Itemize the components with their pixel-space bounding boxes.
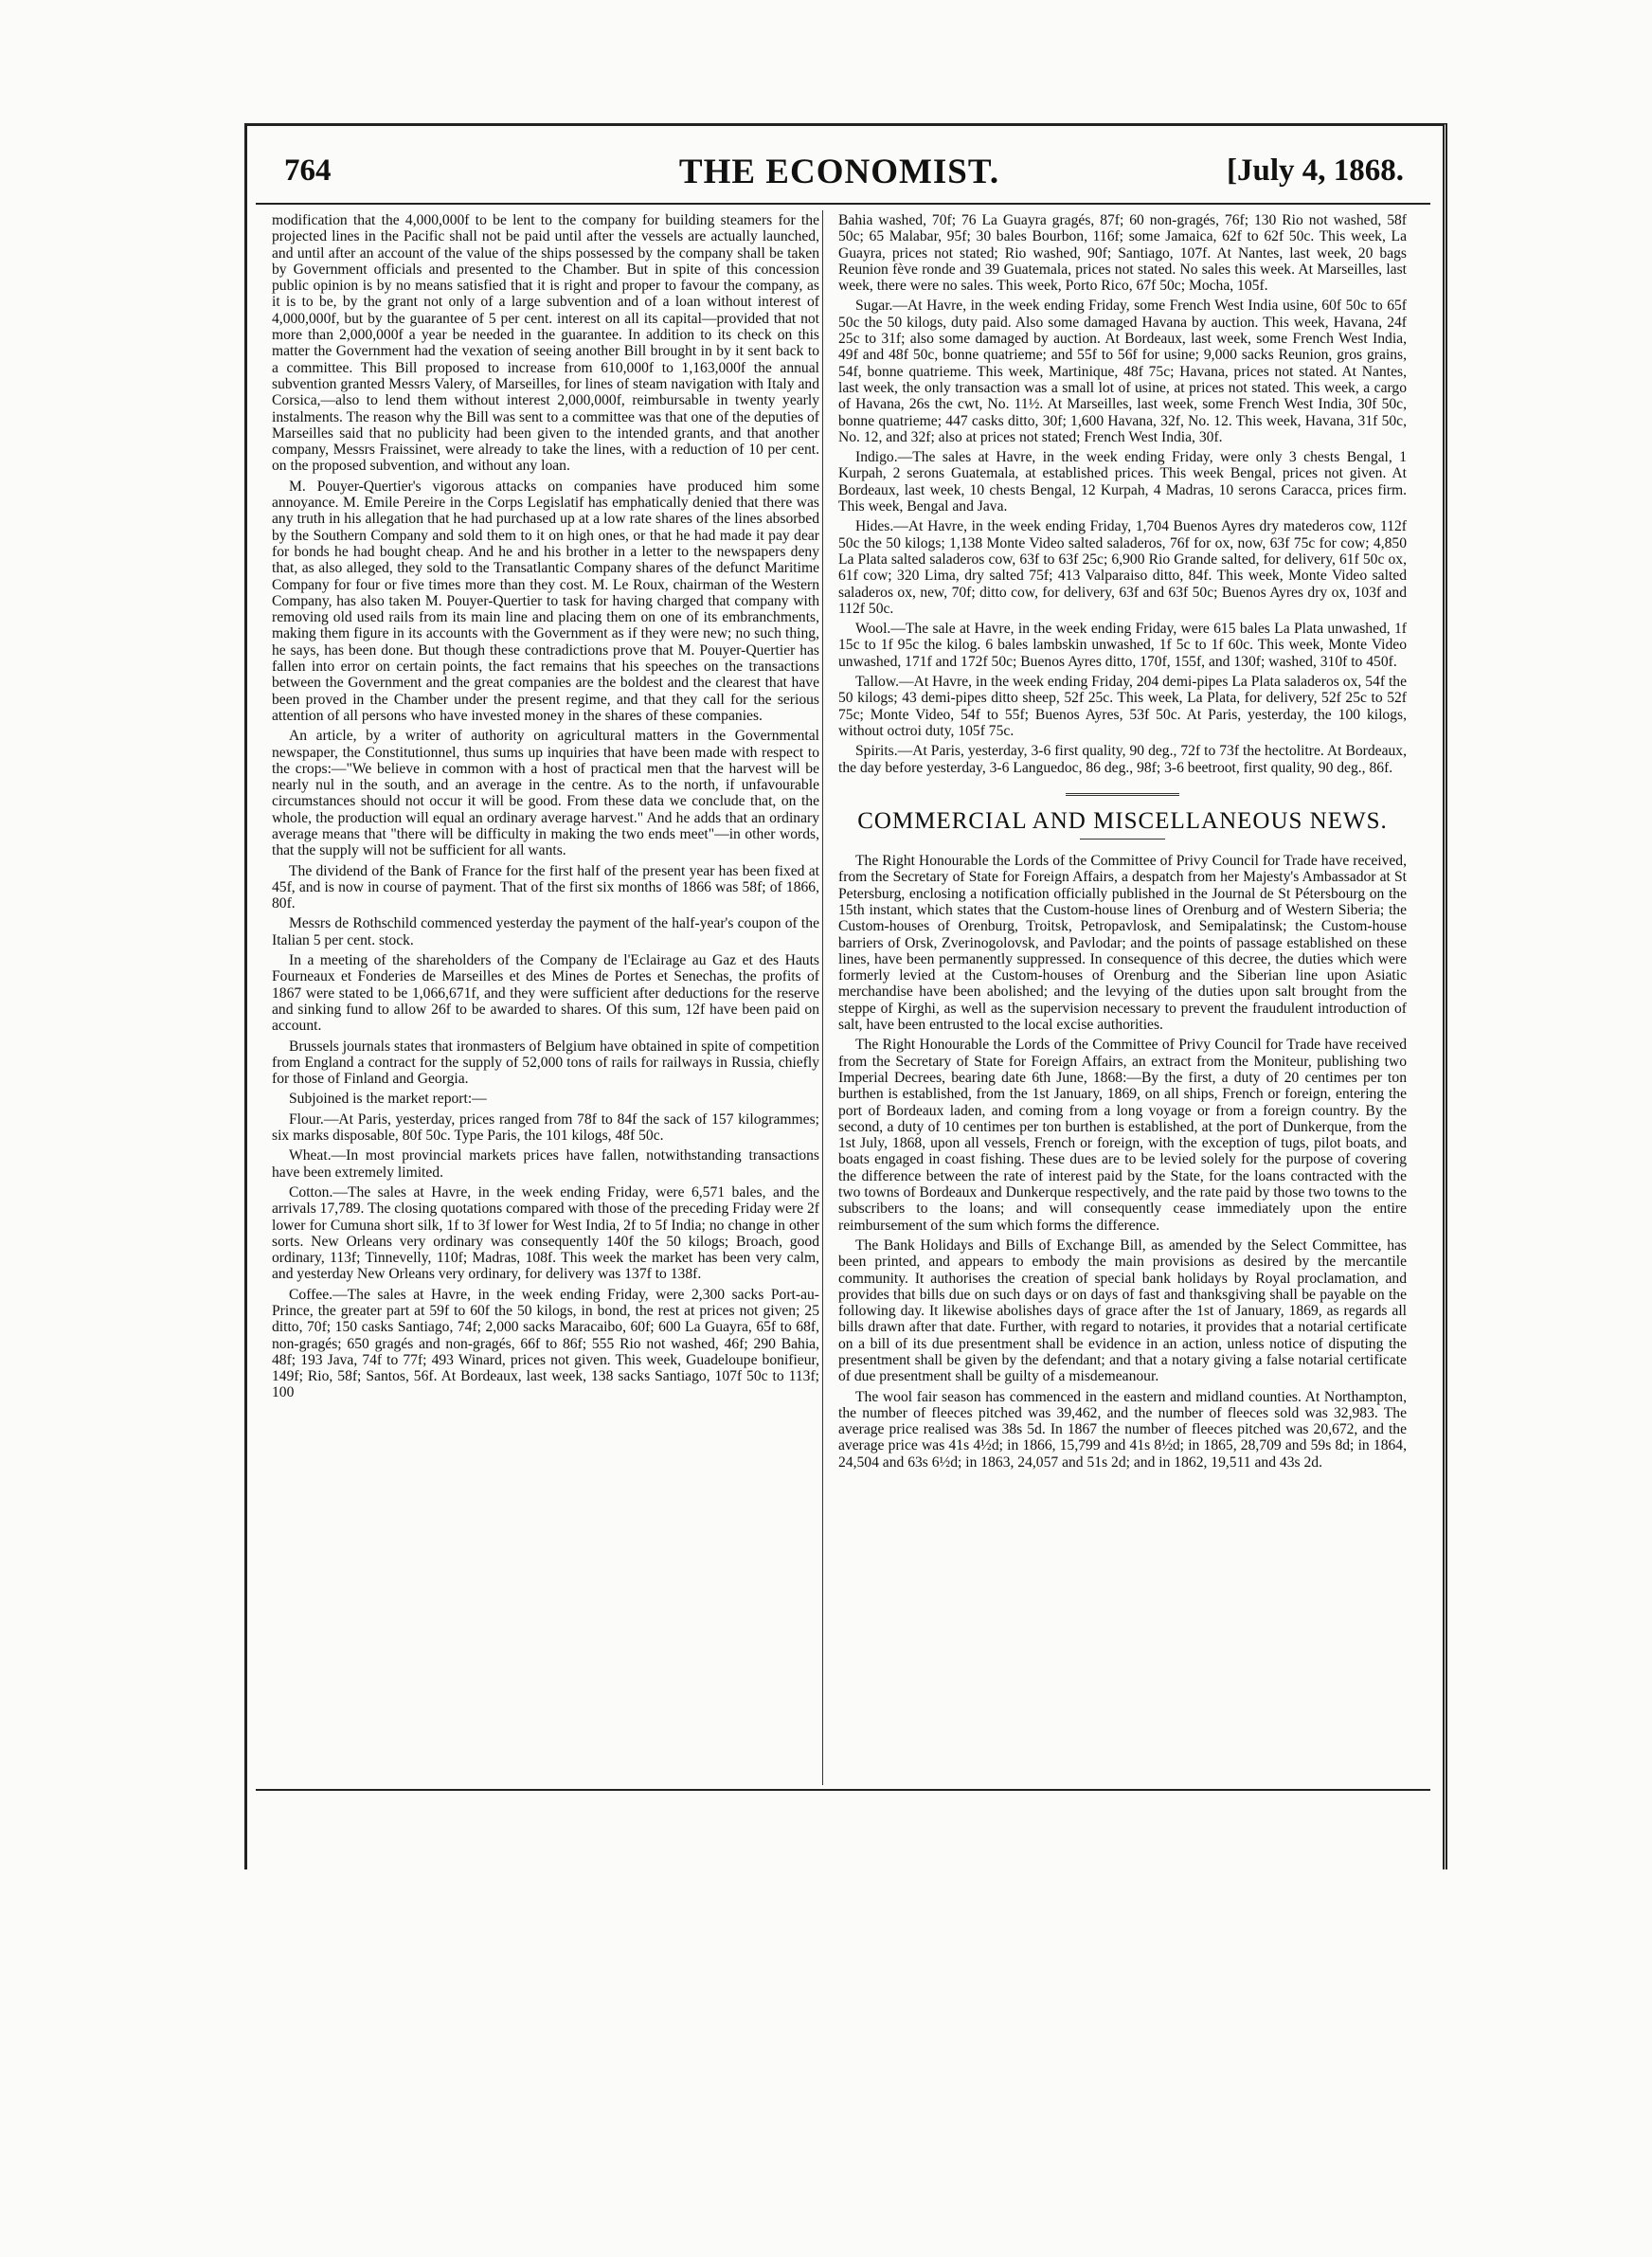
header-rule bbox=[256, 203, 1430, 205]
market-report-item: Bahia washed, 70f; 76 La Guayra gragés, 87f; 60 non-gragés, 76f; 130 Rio not washed, 58f 50c; 65 Malabar, 95f; 30 bales Bourbon, 116f; some Jamaica, 62f to 62f 50c. This week, La Guayra, prices not stated; Rio washed, 90f; Santiago, 107f. At Nantes, last week, 20 bags Reunion fève ronde and 39 Guatemala, prices not stated. No sales this week. At Marseilles, last week, there were no sales. This week, Porto Rico, 67f 50c; Mocha, 105f. bbox=[838, 212, 1407, 295]
market-report-item: Cotton.—The sales at Havre, in the week ending Friday, were 6,571 bales, and the arrivals 17,789. The closing quotations compared with those of the preceding Friday were 2f lower for Cumuna short silk, 1f to 3f lower for West India, 2f to 5f India; no change in other sorts. New Orleans very ordinary was consequently 140f the 50 kilogs; Broach, good ordinary, 113f; Tinnevelly, 110f; Madras, 108f. This week the market has been very calm, and yesterday New Orleans very ordinary, for delivery was 137f to 138f. bbox=[272, 1183, 819, 1283]
market-report-item: Tallow.—At Havre, in the week ending Friday, 204 demi-pipes La Plata saladeros ox, 54f the 50 kilogs; 43 demi-pipes ditto sheep, 52f 25c. This week, La Plata, for delivery, 52f 25c to 52f 75c; Monte Video, 54f to 55f; Buenos Ayres, 53f 50c. At Paris, yesterday, the 100 kilogs, without octroi duty, 105f 75c. bbox=[838, 674, 1407, 739]
column-divider bbox=[822, 210, 823, 1785]
page-number: 764 bbox=[284, 153, 332, 188]
article-paragraph: Subjoined is the market report:— bbox=[289, 1091, 487, 1108]
newspaper-title: THE ECONOMIST. bbox=[678, 153, 1000, 191]
article-paragraph: The dividend of the Bank of France for the first half of the present year has been fixed at 45f, and is now in course of payment. That of the first six months of 1866 was 58f; of 1866, 80f. bbox=[272, 862, 819, 912]
issue-date: [July 4, 1868. bbox=[1226, 153, 1404, 188]
article-paragraph: M. Pouyer-Quertier's vigorous attacks on companies have produced him some annoyance. M. Emile Pereire in the Corps Legislatif has emphatically denied that there was any truth in his allegation that he had purchased up at a low rate shares of the lines absorbed by the Southern Company and sold them to it on high ones, or that he had made it pay dear for bonds he had bought cheap. And he and his brother in a letter to the newspapers deny that, as also alleged, they sold to the Transatlantic Company shares of the defunct Maritime Company for four or five times more than they cost. M. Le Roux, chairman of the Western Company, has also taken M. Pouyer-Quertier to task for having charged that company with removing old used rails from its main line and placing them on one of its embranchments, making them figure in its accounts with the Government as if they were new; no such thing, he says, has been done. But though these contradictions prove that M. Pouyer-Quertier has fallen into error on certain points, the fact remains that his speeches on the transactions between the Government and the great companies are the boldest and the clearest that have been proved in the Chamber under the present regime, and that they call for the serious attention of all persons who have invested money in the shares of these companies. bbox=[272, 478, 819, 724]
news-paragraph: The Right Honourable the Lords of the Committee of Privy Council for Trade have received, from the Secretary of State for Foreign Affairs, a despatch from her Majesty's Ambassador at St Petersburg, enclosing a notification officially published in the Journal de St Pétersbourg on the 15th instant, which states that the Custom-house lines of Orenburg and of Western Siberia; the Custom-houses of Orenburg, Troitsk, Petropavlosk, and Semipalatinsk; the Custom-house barriers of Orsk, Zverinogolovsk, and Pavlodar; and the points of passage established on these lines, have been permanently suppressed. In consequence of this decree, the duties which were formerly levied at the Custom-houses of Orenburg and the Siberian line upon Asiatic merchandise have been abolished; and the levying of the duties upon salt brought from the steppe of Kirghi, as well as the supervision necessary to prevent the fraudulent introduction of salt, have been entrusted to the local excise authorities. bbox=[838, 853, 1407, 1034]
news-paragraph: The wool fair season has commenced in the eastern and midland counties. At Northampton, the number of fleeces pitched was 39,462, and the number of fleeces sold was 32,983. The average price realised was 38s 5d. In 1867 the number of fleeces pitched was 20,672, and the average price was 41s 4½d; in 1866, 15,799 and 41s 8½d; in 1865, 28,709 and 59s 8d; in 1864, 24,504 and 63s 6½d; in 1863, 24,057 and 51s 2d; and in 1862, 19,511 and 43s 2d. bbox=[838, 1388, 1407, 1471]
left-column bbox=[272, 212, 819, 1405]
news-paragraph: The Right Honourable the Lords of the Committee of Privy Council for Trade have received from the Secretary of State for Foreign Affairs, an extract from the Moniteur, publishing two Imperial Decrees, bearing date 6th June, 1868:—By the first, a duty of 20 centimes per ton burthen is established, from the 1st January, 1869, on all ships, French or foreign, entering the port of Bordeaux laden, and coming from a long voyage or from a foreign country. By the second, a duty of 10 centimes per ton burthen is established, at the port of Dunkerque, from the 1st July, 1868, upon all vessels, French or foreign, with the exception of tugs, pilot boats, and boats engaged in coast fishing. These dues are to be levied solely for the purpose of covering the difference between the rate of interest paid by the State, for the loans contracted with the two towns of Bordeaux and Dunkerque respectively, and the rate paid by those two towns to the subscribers to the loans; and will consequently cease immediately upon the entire reimbursement of the sum which forms the difference. bbox=[838, 1037, 1407, 1234]
market-report-item: Wheat.—In most provincial markets prices have fallen, notwithstanding transactions have been extremely limited. bbox=[272, 1147, 819, 1181]
market-report-item: Spirits.—At Paris, yesterday, 3-6 first quality, 90 deg., 72f to 73f the hectolitre. At Bordeaux, the day before yesterday, 3-6 Languedoc, 86 deg., 98f; 3-6 beetroot, first quality, 90 deg., 86f. bbox=[838, 743, 1407, 776]
market-report-item: Sugar.—At Havre, in the week ending Friday, some French West India usine, 60f 50c to 65f 50c the 50 kilogs, duty paid. Also some damaged Havana by auction. This week, Havana, 24f 25c to 31f; also some damaged by auction. At Bordeaux, last week, some French West India, 49f and 48f 50c, bonne quatrieme; and 55f to 56f for usine; 9,000 sacks Reunion, gros grains, 54f, bonne quatrieme. This week, Martinique, 48f 75c; Havana, prices not stated. At Nantes, last week, the only transaction was a small lot of usine, at prices not stated. This week, a cargo of Havana, 26s the cwt, No. 11½. At Marseilles, last week, some French West India, 30f 50c, bonne quatrieme; 447 casks ditto, 30f; 1,600 Havana, 32f, No. 12. This week, Havana, 31f 50c, No. 12, and 32f; also at prices not stated; French West India, 30f. bbox=[838, 298, 1407, 445]
market-report-item: Hides.—At Havre, in the week ending Friday, 1,704 Buenos Ayres dry matederos cow, 112f 50c the 50 kilogs; 1,138 Monte Video salted saladeros, 76f for ox, now, 63f 75c for cow; 4,850 La Plata salted saladeros cow, 63f to 63f 25c; 6,900 Rio Grande salted, for delivery, 61f 50c ox, 61f cow; 320 Lima, dry salted 75f; 413 Valparaiso ditto, 84f. This week, Monte Video salted saladeros ox, new, 70f; ditto cow, for delivery, 63f and 63f 50c; Buenos Ayres dry ox, 103f and 112f 50c. bbox=[838, 518, 1407, 617]
footer-rule bbox=[256, 1789, 1430, 1791]
article-paragraph: In a meeting of the shareholders of the Company de l'Eclairage au Gaz et des Hauts Fourneaux et Fonderies de Marseilles et des Mines de Portes et Senechas, the profits of 1867 were stated to be 1,066,671f, and they were sufficient after deductions for the reserve and sinking fund to allow 26f to be awarded to shares. Of this sum, 12f have been paid on account. bbox=[272, 952, 819, 1035]
article-paragraph: Messrs de Rothschild commenced yesterday the payment of the half-year's coupon of the Italian 5 per cent. stock. bbox=[272, 915, 819, 948]
news-paragraph: The Bank Holidays and Bills of Exchange Bill, as amended by the Select Committee, has been printed, and appears to embody the main provisions as desired by the mercantile community. It authorises the creation of special bank holidays by Royal proclamation, and provides that bills due on such days or on days of fast and thanksgiving shall be payable on the following day. It likewise abolishes days of grace after the 1st of January, 1869, as regards all bills drawn after that date. Further, with regard to notaries, it provides that a notarial certificate on a bill of its due presentment shall be evidence in an action, unless notice of disputing the presentment shall be given by the defendant; and that a notary giving a false notarial certificate of due presentment shall be guilty of a misdemeanour. bbox=[838, 1237, 1407, 1385]
section-title: COMMERCIAL AND MISCELLANEOUS NEWS. bbox=[857, 807, 1388, 834]
section-ornament bbox=[1066, 793, 1179, 796]
page-header bbox=[256, 150, 1423, 199]
section-rule bbox=[1080, 839, 1165, 840]
article-paragraph: Brussels journals states that ironmasters of Belgium have obtained in spite of competition from England a contract for the supply of 52,000 tons of rails for railways in Russia, chiefly for those of Finland and Georgia. bbox=[272, 1038, 819, 1088]
market-report-item: Flour.—At Paris, yesterday, prices ranged from 78f to 84f the sack of 157 kilogrammes; six marks disposable, 80f 50c. Type Paris, the 101 kilogs, 48f 50c. bbox=[272, 1110, 819, 1145]
right-column bbox=[838, 212, 1407, 1474]
article-paragraph: An article, by a writer of authority on agricultural matters in the Governmental newspaper, the Constitutionnel, thus sums up inquiries that have been made with respect to the crops:—"We believe in common with a host of practical men that the harvest will be nearly nul in the south, and an average in the centre. As to the north, if unfavourable circumstances should not occur it will be good. From these data we conclude that, on the whole, the production will equal an ordinary average harvest." And he adds that an ordinary average means that "there will be difficulty in making the two ends meet"—in other words, that the supply will not be sufficient for all wants. bbox=[272, 728, 819, 859]
market-report-item: Coffee.—The sales at Havre, in the week ending Friday, were 2,300 sacks Port-au-Prince, the greater part at 59f to 60f the 50 kilogs, in bond, the rest at prices not given; 25 ditto, 70f; 150 casks Santiago, 74f; 2,000 sacks Maracaibo, 60f; 600 La Guayra, 65f to 68f, non-gragés; 650 gragés and non-gragés, 66f to 86f; 555 Rio not washed, 46f; 290 Bahia, 48f; 193 Java, 74f to 77f; 493 Winard, prices not given. This week, Guadeloupe bonifieur, 149f; Rio, 58f; Santos, 56f. At Bordeaux, last week, 138 sacks Santiago, 107f 50c to 113f; 100 bbox=[272, 1286, 819, 1401]
market-report-item: Wool.—The sale at Havre, in the week ending Friday, were 615 bales La Plata unwashed, 1f 15c to 1f 95c the kilog. 6 bales lambskin unwashed, 1f 5c to 1f 60c. This week, Monte Video unwashed, 171f and 172f 50c; Buenos Ayres ditto, 170f, 155f, and 130f; washed, 310f to 450f. bbox=[838, 621, 1407, 670]
article-paragraph: modification that the 4,000,000f to be lent to the company for building steamers for the projected lines in the Pacific shall not be paid until after the vessels are actually launched, and until after an account of the value of the ships possessed by the company shall be taken by Government officials and presented to the Chamber. But in spite of this concession public opinion is by no means satisfied that it is right and proper to favour the company, as it is to be, by the grant not only of a large subvention and of a loan without interest of 4,000,000f, but by the guarantee of 5 per cent. interest on all its capital—provided that not more than 2,000,000f a year be needed in the guarantee. In addition to its check on this matter the Government had the vexation of seeing another Bill brought in by it sent back to a committee. This Bill proposed to increase from 610,000f to 1,163,000f the annual subvention granted Messrs Valery, of Marseilles, for lines of steam navigation with Italy and Corsica,—also to lend them without interest 2,000,000f, reimbursable in twenty yearly instalments. The reason why the Bill was sent to a committee was that one of the deputies of Marseilles said that no publicity had been given to the intended grants, and that another company, Messrs Fraissinet, were already to take the lines, with a reduction of 10 per cent. on the proposed subvention, and without any loan. bbox=[272, 212, 819, 475]
market-report-item: Indigo.—The sales at Havre, in the week ending Friday, were only 3 chests Bengal, 1 Kurpah, 2 serons Guatemala, at established prices. This week Bengal, prices not given. At Bordeaux, last week, 10 chests Bengal, 12 Kurpah, 4 Madras, 10 serons Caracca, prices firm. This week, Bengal and Java. bbox=[838, 449, 1407, 515]
